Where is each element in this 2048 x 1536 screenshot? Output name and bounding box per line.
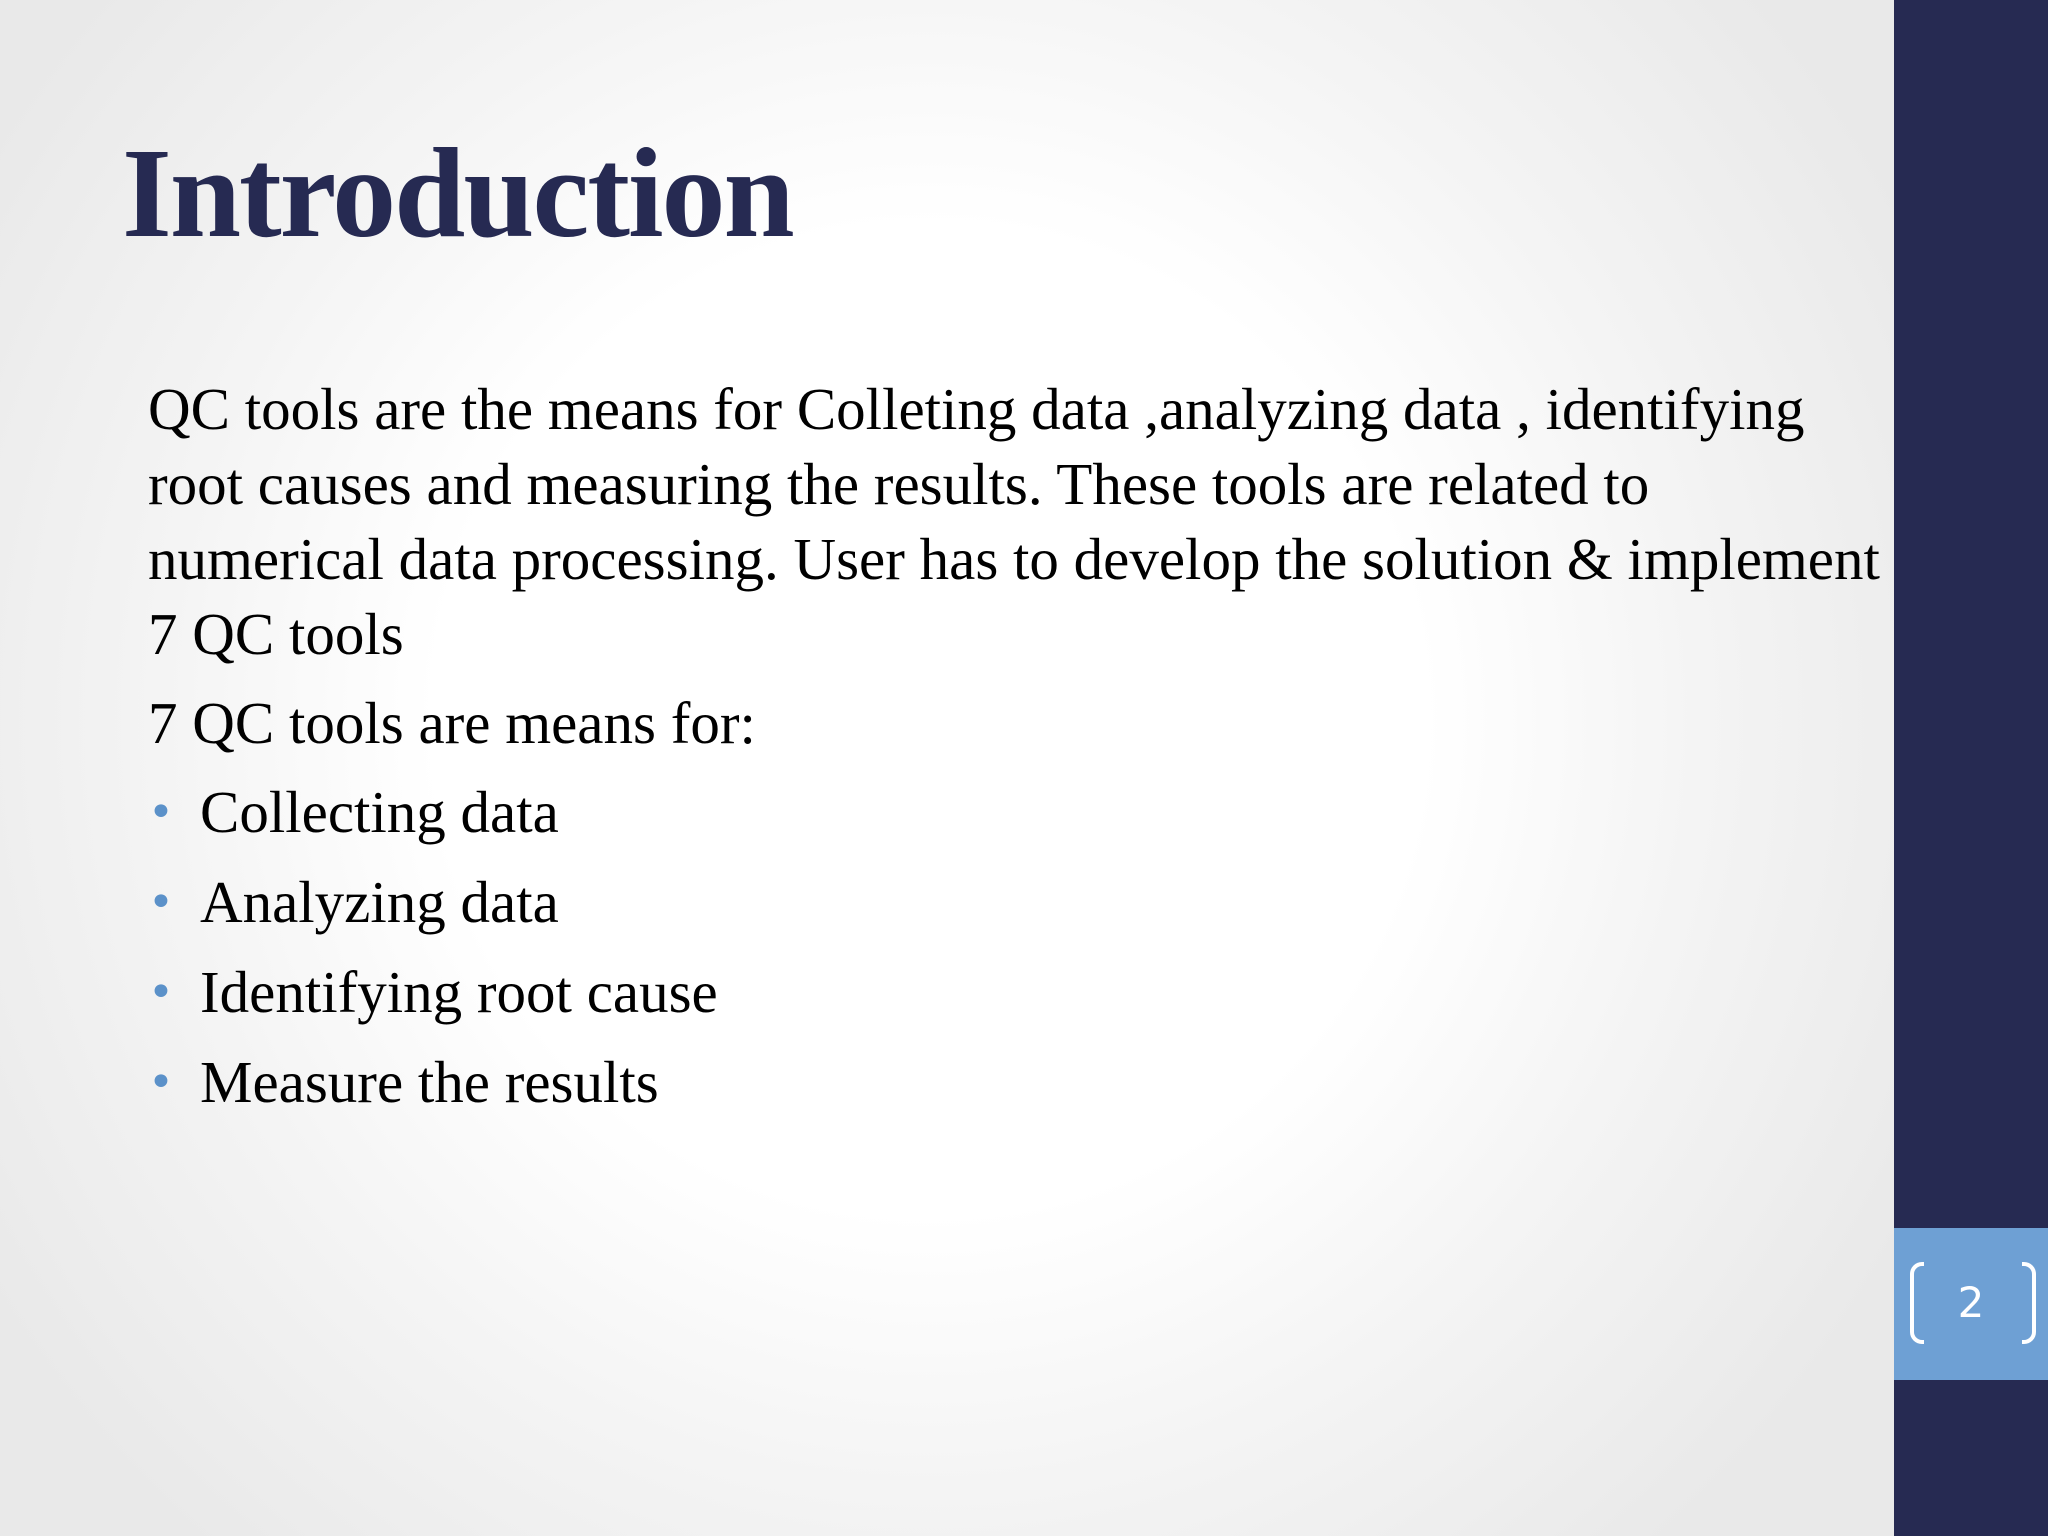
list-item-text: Analyzing data bbox=[200, 869, 559, 935]
list-item-text: Identifying root cause bbox=[200, 959, 718, 1025]
list-item-text: Measure the results bbox=[200, 1049, 659, 1115]
list-item bbox=[148, 1045, 1888, 1120]
bullet-icon: • bbox=[148, 967, 174, 1018]
bullet-icon: • bbox=[148, 787, 174, 838]
page-number: 2 bbox=[1957, 1278, 1985, 1327]
intro-paragraph: QC tools are the means for Colleting data ,analyzing data , identifying root causes and measuring the results. These tools are related to numerical data processing. User has to develop the solution & implement 7 QC tools bbox=[148, 376, 1880, 667]
slide-title: Introduction bbox=[122, 122, 793, 264]
list-item bbox=[148, 775, 1888, 850]
list-item bbox=[148, 955, 1888, 1030]
list-item bbox=[148, 865, 1888, 940]
list-lead: 7 QC tools are means for: bbox=[148, 690, 756, 756]
bullet-icon: • bbox=[148, 877, 174, 928]
list-item-text: Collecting data bbox=[200, 779, 559, 845]
bullet-list bbox=[148, 775, 1888, 1120]
slide-content bbox=[148, 372, 1888, 1135]
page-number-badge bbox=[1894, 1228, 2048, 1380]
right-bracket-icon bbox=[2022, 1262, 2036, 1344]
bullet-icon: • bbox=[148, 1057, 174, 1108]
